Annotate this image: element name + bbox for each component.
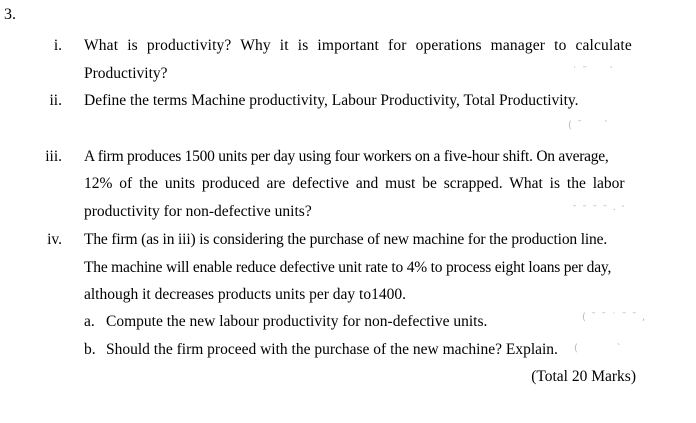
- item-iv-line-2: The machine will enable reduce defective unit rate to 4% to process eight loans per day,: [84, 259, 612, 276]
- subitem-b-text: Should the firm proceed with the purchase of the new machine? Explain.: [106, 341, 558, 358]
- item-i-line-1: What is productivity? Why it is important for operations manager to calculate: [84, 37, 632, 54]
- scan-artifact-mark: ˉ ˉ ˉ ˉ · ˋ: [572, 205, 628, 216]
- item-iv-line-3: although it decreases products units per day to1400.: [84, 286, 406, 303]
- item-iv-line-1: The firm (as in iii) is considering the purchase of new machine for the production line.: [84, 231, 608, 248]
- item-iii-line-1: A firm produces 1500 units per day using four workers on a five-hour shift. On average,: [84, 148, 609, 165]
- item-ii-line-1: Define the terms Machine productivity, Labour Productivity, Total Productivity.: [84, 92, 579, 109]
- scan-artifact-mark: ( ˉ ˉ ˙ ˉ ˉ ,: [582, 312, 647, 323]
- item-i-numeral: i.: [53, 37, 62, 54]
- item-iii-line-2: 12% of the units produced are defective and must be scrapped. What is the labor: [84, 175, 625, 192]
- item-ii-numeral: ii.: [49, 92, 62, 109]
- item-iii-numeral: iii.: [45, 148, 62, 165]
- scan-artifact-mark: ( ˉ ˋ: [568, 120, 610, 131]
- subitem-a-letter: a.: [84, 313, 95, 330]
- scan-artifact-mark: ( ˋ: [574, 343, 623, 354]
- question-number: 3.: [4, 6, 16, 23]
- item-iv-numeral: iv.: [47, 231, 62, 248]
- item-iii-line-3: productivity for non-defective units?: [84, 203, 312, 220]
- subitem-b-letter: b.: [84, 341, 96, 358]
- subitem-a-text: Compute the new labour productivity for non-defective units.: [106, 313, 488, 330]
- total-marks: (Total 20 Marks): [531, 368, 636, 385]
- item-i-line-2: Productivity?: [84, 65, 168, 82]
- scan-artifact-mark: ˙ ˉ ˋ: [572, 66, 616, 77]
